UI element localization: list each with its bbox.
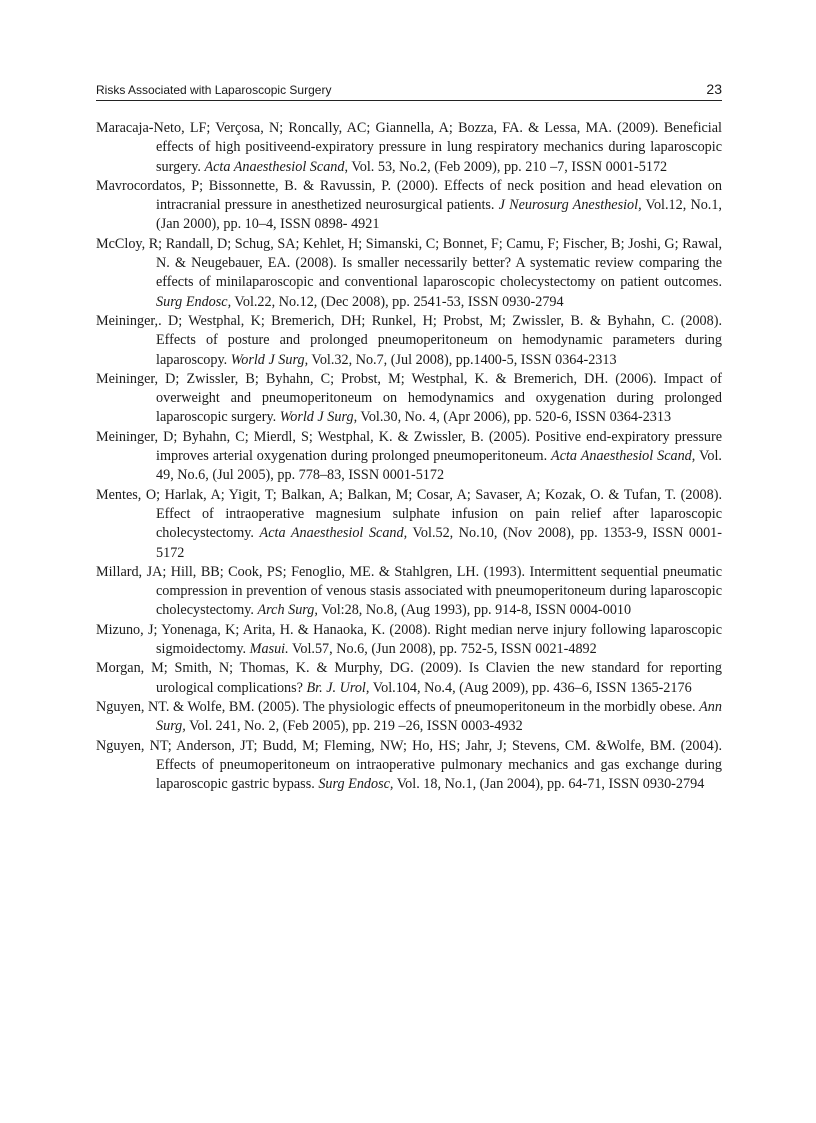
reference-details: Vol. 18, No.1, (Jan 2004), pp. 64-71, ISSN 0930-2794 [393, 776, 705, 793]
reference-text: Meininger,. D; Westphal, K; Bremerich, DH; Runkel, H; Probst, M; Zwissler, B. & Byhahn, C. (2008). Effects of posture and prolonged pneumoperitoneum on hemodynamic parameters during laparoscopy. [96, 312, 722, 368]
reference-item [96, 312, 722, 370]
reference-text: Mavrocordatos, P; Bissonnette, B. & Ravussin, P. (2000). Effects of neck position and head elevation on intracranial pressure in anesthetized neurosurgical patients. [96, 177, 722, 214]
reference-item [96, 370, 722, 428]
reference-text: McCloy, R; Randall, D; Schug, SA; Kehlet, H; Simanski, C; Bonnet, F; Camu, F; Fischer, B; Joshi, G; Rawal, N. & Neugebauer, EA. (2008). Is smaller necessarily better? A systematic review comparing the effects of minilaparoscopic and conventional laparoscopic cholecystectomy on patient outcomes. [96, 235, 722, 291]
reference-text: Millard, JA; Hill, BB; Cook, PS; Fenoglio, ME. & Stahlgren, LH. (1993). Intermittent sequential pneumatic compression in prevention of venous stasis associated with pneumoperitoneum during laparoscopic cholecystectomy. [96, 563, 722, 619]
page-number: 23 [706, 81, 722, 97]
reference-item [96, 621, 722, 660]
reference-item [96, 177, 722, 235]
reference-item [96, 659, 722, 698]
reference-details: Vol.32, No.7, (Jul 2008), pp.1400-5, ISSN 0364-2313 [308, 351, 617, 368]
journal-name: Acta Anaesthesiol Scand, [259, 525, 408, 542]
reference-details: , Vol.30, No. 4, (Apr 2006), pp. 520-6, ISSN 0364-2313 [353, 409, 672, 426]
reference-item [96, 698, 722, 737]
reference-text: Meininger, D; Zwissler, B; Byhahn, C; Probst, M; Westphal, K. & Bremerich, DH. (2006). Impact of overweight and pneumoperitoneum on hemodynamics and oxygenation during prolonged laparoscopic surgery. [96, 370, 722, 426]
reference-details: Vol.22, No.12, (Dec 2008), pp. 2541-53, ISSN 0930-2794 [231, 293, 564, 310]
journal-name: Arch Surg, [257, 602, 318, 619]
journal-name: World J Surg [279, 409, 354, 426]
journal-name: Surg Endosc, [318, 776, 394, 793]
reference-text: Mentes, O; Harlak, A; Yigit, T; Balkan, A; Balkan, M; Cosar, A; Savaser, A; Kozak, O. & Tufan, T. (2008). Effect of intraoperative magnesium sulphate infusion on pain relief after laparoscopic cholecystectomy. [96, 486, 722, 542]
reference-details: Vol.12, No.1, (Jan 2000), pp. 10–4, ISSN 0898- 4921 [156, 197, 722, 233]
journal-name: Acta Anaesthesiol Scand, [551, 448, 696, 465]
journal-name: Br. J. Urol, [306, 679, 370, 696]
reference-text: Maracaja-Neto, LF; Verçosa, N; Roncally, AC; Giannella, A; Bozza, FA. & Lessa, MA. (2009). Beneficial effects of high positiveend-expiratory pressure in lung respiratory mechanics during laparoscopic surgery. [96, 120, 722, 175]
reference-details: Vol.57, No.6, (Jun 2008), pp. 752-5, ISSN 0021-4892 [288, 641, 597, 658]
reference-details: Vol.104, No.4, (Aug 2009), pp. 436–6, ISSN 1365-2176 [369, 679, 692, 696]
reference-item [96, 235, 722, 312]
reference-text: Nguyen, NT. & Wolfe, BM. (2005). The physiologic effects of pneumoperitoneum in the morbidly obese. [96, 698, 700, 715]
journal-name: World J Surg, [230, 351, 309, 368]
header-title: Risks Associated with Laparoscopic Surgery [96, 83, 332, 97]
journal-name: Ann Surg, [156, 698, 722, 735]
reference-details: Vol:28, No.8, (Aug 1993), pp. 914-8, ISSN 0004-0010 [317, 602, 632, 619]
reference-item [96, 486, 722, 563]
running-header [96, 80, 722, 101]
reference-item [96, 563, 722, 621]
reference-list [96, 119, 722, 794]
journal-name: Masui. [249, 641, 289, 658]
journal-name: Surg Endosc, [156, 293, 232, 310]
reference-item [96, 119, 722, 177]
reference-item [96, 737, 722, 795]
reference-details: , Vol. 53, No.2, (Feb 2009), pp. 210 –7, ISSN 0001-5172 [344, 158, 668, 175]
reference-item [96, 428, 722, 486]
journal-name: J Neurosurg Anesthesiol, [498, 197, 642, 214]
reference-details: Vol.52, No.10, (Nov 2008), pp. 1353-9, ISSN 0001-5172 [156, 525, 722, 561]
reference-text: Meininger, D; Byhahn, C; Mierdl, S; Westphal, K. & Zwissler, B. (2005). Positive end-expiratory pressure improves arterial oxygenation during prolonged pneumoperitoneum. [96, 428, 722, 465]
reference-details: Vol. 241, No. 2, (Feb 2005), pp. 219 –26, ISSN 0003-4932 [185, 718, 523, 735]
reference-text: Mizuno, J; Yonenaga, K; Arita, H. & Hanaoka, K. (2008). Right median nerve injury following laparoscopic sigmoidectomy. [96, 621, 722, 658]
journal-name: Acta Anaesthesiol Scand [204, 158, 345, 175]
reference-details: Vol. 49, No.6, (Jul 2005), pp. 778–83, ISSN 0001-5172 [156, 448, 722, 484]
reference-text: Morgan, M; Smith, N; Thomas, K. & Murphy, DG. (2009). Is Clavien the new standard for reporting urological complications? [96, 660, 722, 696]
reference-text: Nguyen, NT; Anderson, JT; Budd, M; Fleming, NW; Ho, HS; Jahr, J; Stevens, CM. &Wolfe, BM. (2004). Effects of pneumoperitoneum on intraoperative pulmonary mechanics and gas exchange during laparoscopic gastric bypass. [96, 737, 722, 793]
